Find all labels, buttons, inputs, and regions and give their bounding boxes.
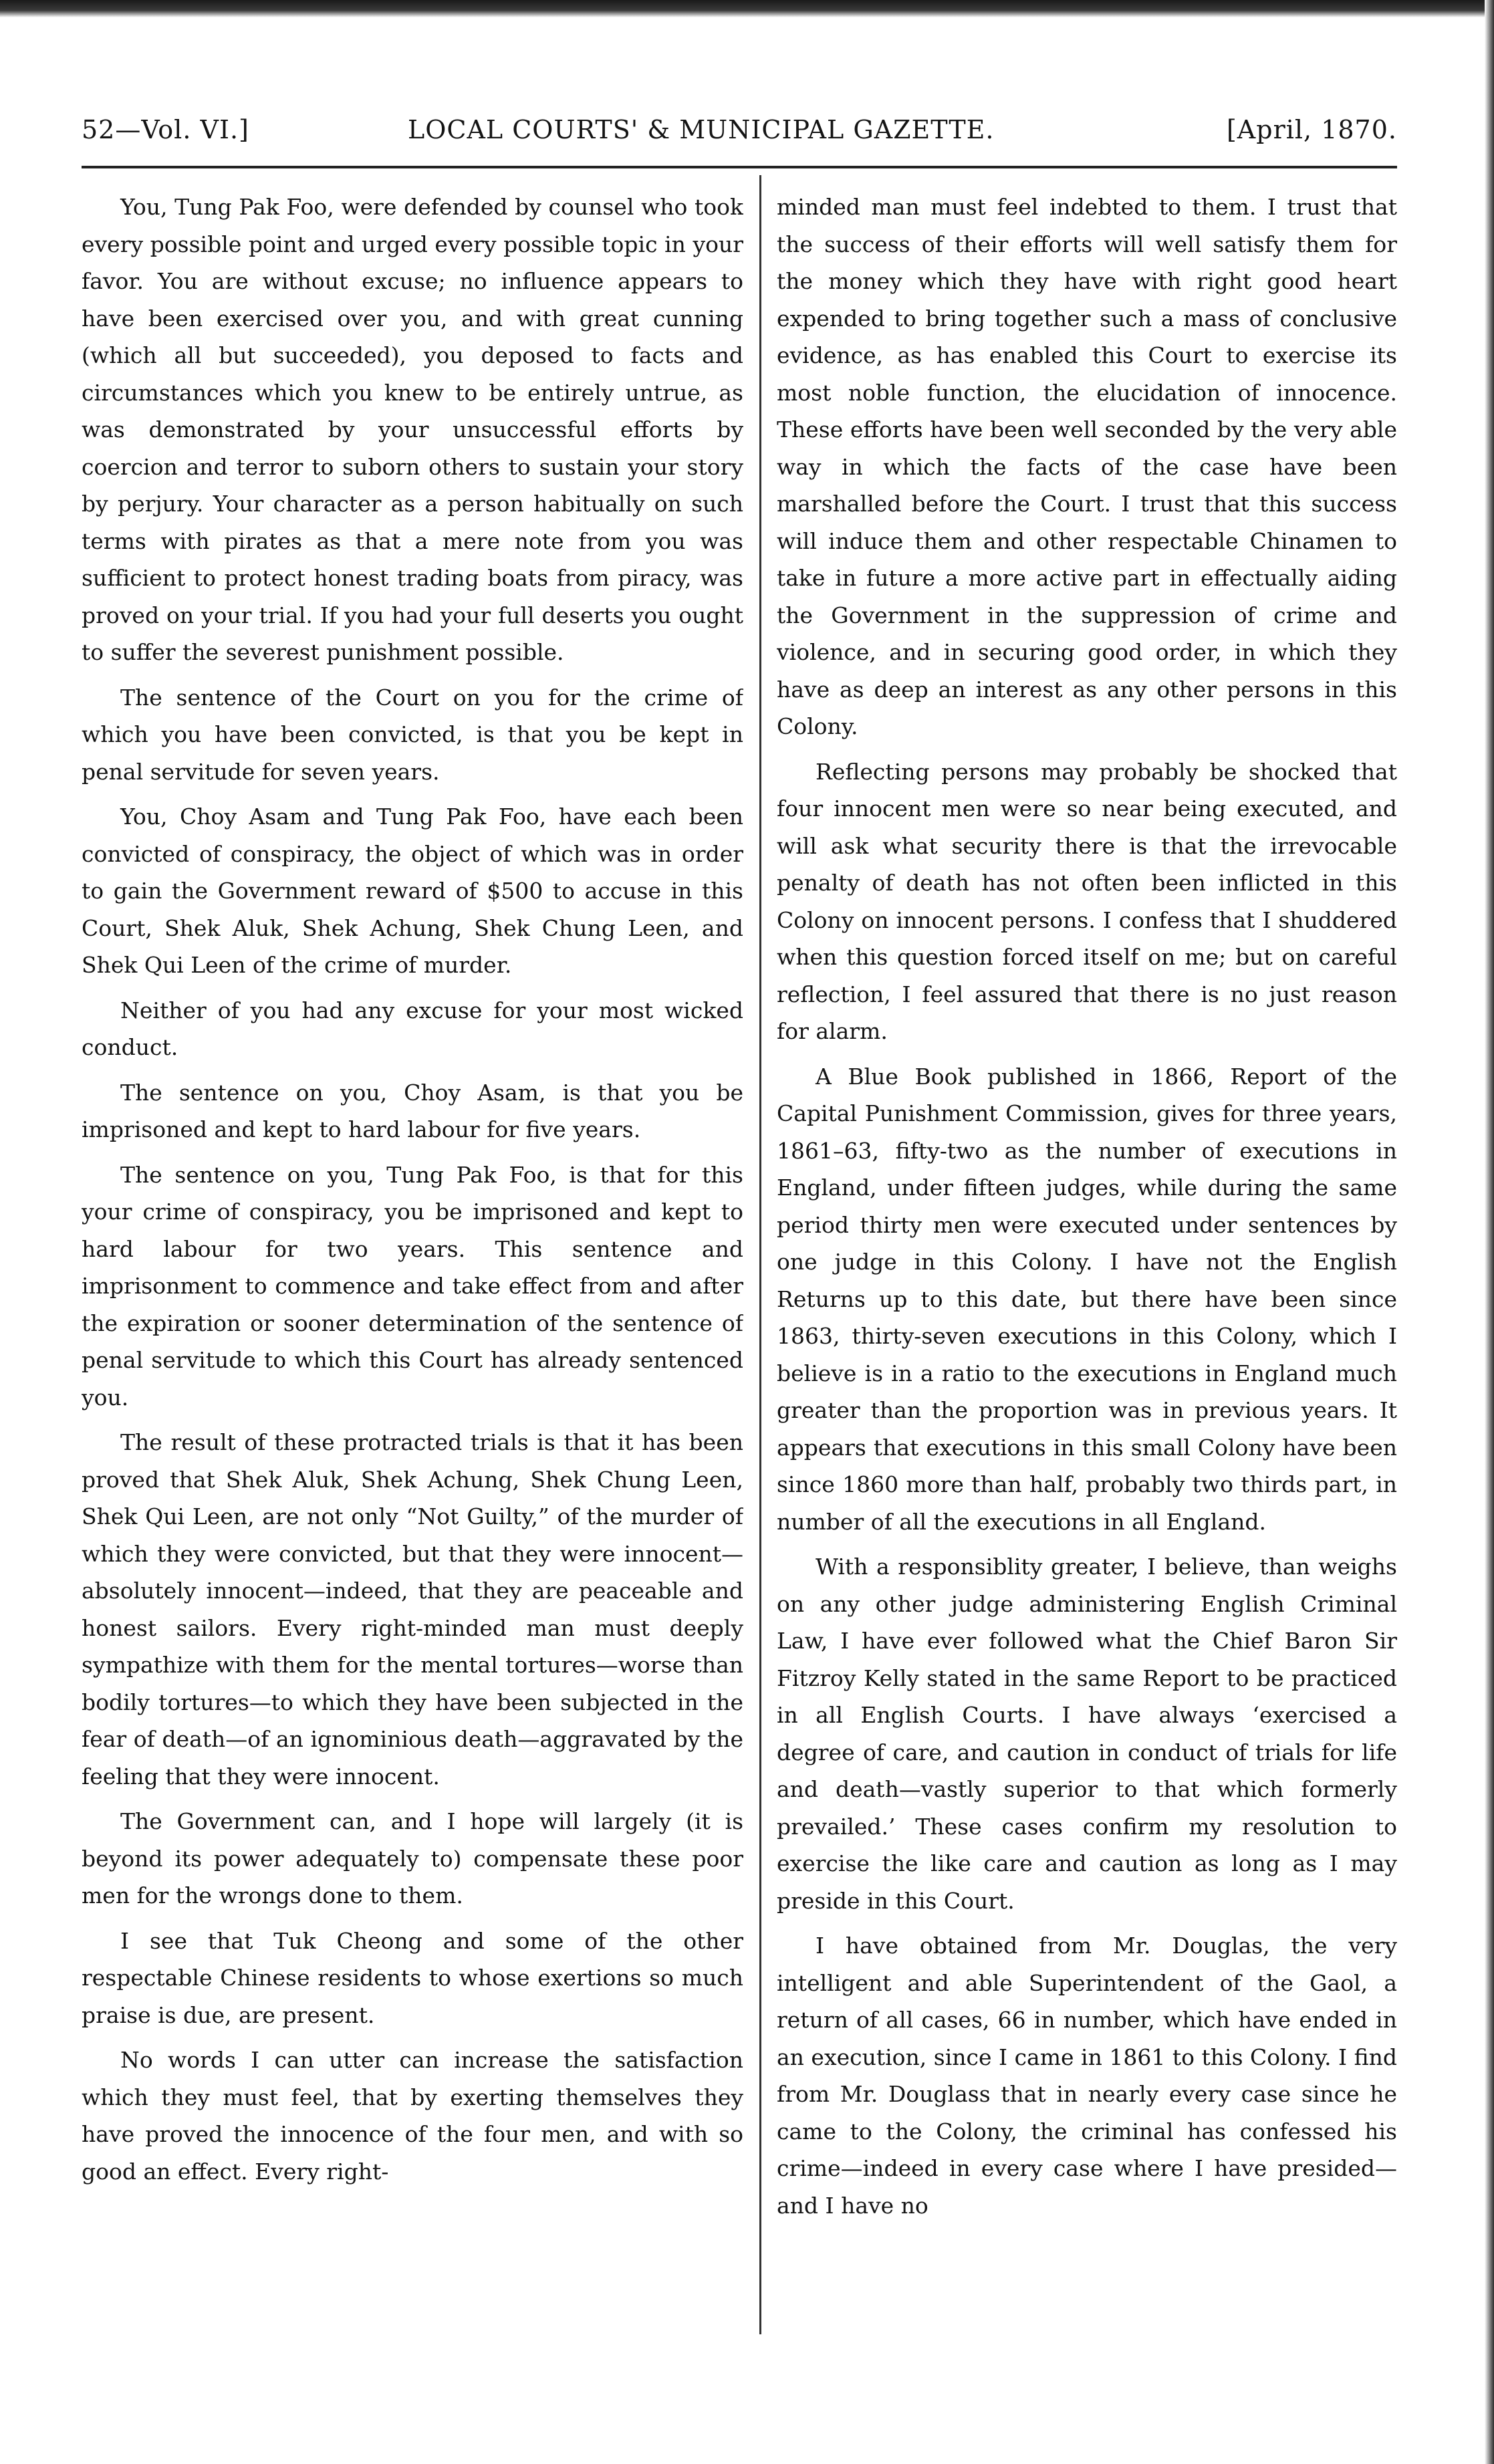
header-date: [April, 1870.	[1226, 115, 1397, 144]
paragraph: You, Tung Pak Foo, were defended by counsel who took every possible point and urged every possible topic in your favor. You are without excuse; no influence appears to have been exercised over you, and with great cunning (which all but succeeded), you deposed to facts and circumstances which you knew to be entirely untrue, as was demonstrated by your unsuccessful efforts by coercion and terror to suborn others to sustain your story by perjury. Your character as a person habitually on such terms with pirates as that a mere note from you was sufficient to protect honest trading boats from piracy, was proved on your trial. If you had your full deserts you ought to suffer the severest punishment possible.	[82, 194, 743, 665]
page-right-edge	[1485, 0, 1494, 2464]
paragraph: minded man must feel indebted to them. I trust that the success of their efforts will well satisfy them for the money which they have with right good heart expended to bring together such a mass of conclusive evidence, as has enabled this Court to exercise its most noble function, the elucidation of innocence. These efforts have been well seconded by the very able way in which the facts of the case have been marshalled before the Court. I trust that this success will induce them and other respectable Chinamen to take in future a more active part in effectually aiding the Government in the suppression of crime and violence, and in securing good order, in which they have as deep an interest as any other persons in this Colony.	[777, 194, 1397, 739]
header-page-volume: 52—Vol. VI.]	[82, 115, 249, 144]
paragraph: The sentence on you, Tung Pak Foo, is that for this your crime of conspiracy, you be imprisoned and kept to hard labour for two years. This sentence and imprisonment to commence and take effect from and after the expiration or sooner determination of the sentence of penal servitude to which this Court has already sentenced you.	[82, 1161, 743, 1410]
paragraph: Reflecting persons may probably be shocked that four innocent men were so near being executed, and will ask what security there is that the irrevocable penalty of death has not often been inflicted in this Colony on innocent persons. I confess that I shuddered when this question forced itself on me; but on careful reflection, I feel assured that there is no just reason for alarm.	[777, 758, 1397, 1044]
page-top-edge	[0, 0, 1494, 17]
header-rule	[82, 166, 1397, 168]
paragraph: With a responsiblity greater, I believe, than weighs on any other judge administering English Criminal Law, I have ever followed what the Chief Baron Sir Fitzroy Kelly stated in the same Report to be practiced in all English Courts. I have always ‘exercised a degree of care, and caution in conduct of trials for life and death—vastly superior to that which formerly prevailed.’ These cases confirm my resolution to exercise the like care and caution as long as I may preside in this Court.	[777, 1554, 1397, 1914]
paragraph: I see that Tuk Cheong and some of the other respectable Chinese residents to whose exertions so much praise is due, are present.	[82, 1927, 743, 2028]
column-divider	[759, 175, 761, 2334]
running-header	[82, 107, 1397, 160]
left-column	[82, 189, 743, 2354]
paragraph: I have obtained from Mr. Douglas, the very intelligent and able Superintendent of the Gaol, a return of all cases, 66 in number, which have ended in an execution, since I came in 1861 to this Colony. I find from Mr. Douglass that in nearly every case since he came to the Colony, the criminal has confessed his crime—indeed in every case where I have presided—and I have no	[777, 1933, 1397, 2219]
paragraph: The sentence of the Court on you for the crime of which you have been convicted, is that you be kept in penal servitude for seven years.	[82, 684, 743, 785]
paragraph: No words I can utter can increase the satisfaction which they must feel, that by exerting themselves they have proved the innocence of the four men, and with so good an effect. Every right-	[82, 2047, 743, 2185]
paragraph: You, Choy Asam and Tung Pak Foo, have each been convicted of conspiracy, the object of which was in order to gain the Government reward of $500 to accuse in this Court, Shek Aluk, Shek Achung, Shek Chung Leen, and Shek Qui Leen of the crime of murder.	[82, 804, 743, 978]
paragraph: The Government can, and I hope will largely (it is beyond its power adequately to) compensate these poor men for the wrongs done to them.	[82, 1808, 743, 1908]
header-title: LOCAL COURTS' & MUNICIPAL GAZETTE.	[408, 115, 995, 144]
paragraph: Neither of you had any excuse for your most wicked conduct.	[82, 997, 743, 1060]
paragraph: The result of these protracted trials is that it has been proved that Shek Aluk, Shek Achung, Shek Chung Leen, Shek Qui Leen, are not only “Not Guilty,” of the murder of which they were convicted, but that they were innocent—absolutely innocent—indeed, that they are peaceable and honest sailors. Every right-minded man must deeply sympathize with them for the mental tortures—worse than bodily tortures—to which they have been subjected in the fear of death—of an ignominious death—aggravated by the feeling that they were innocent.	[82, 1429, 743, 1790]
right-column	[777, 189, 1397, 2354]
paragraph: A Blue Book published in 1866, Report of the Capital Punishment Commission, gives for three years, 1861–63, fifty-two as the number of executions in England, under fifteen judges, while during the same period thirty men were executed under sentences by one judge in this Colony. I have not the English Returns up to this date, but there have been since 1863, thirty-seven executions in this Colony, which I believe is in a ratio to the executions in England much greater than the proportion was in previous years. It appears that executions in this small Colony have been since 1860 more than half, probably two thirds part, in number of all the executions in all England.	[777, 1063, 1397, 1535]
paragraph: The sentence on you, Choy Asam, is that you be imprisoned and kept to hard labour for five years.	[82, 1079, 743, 1142]
